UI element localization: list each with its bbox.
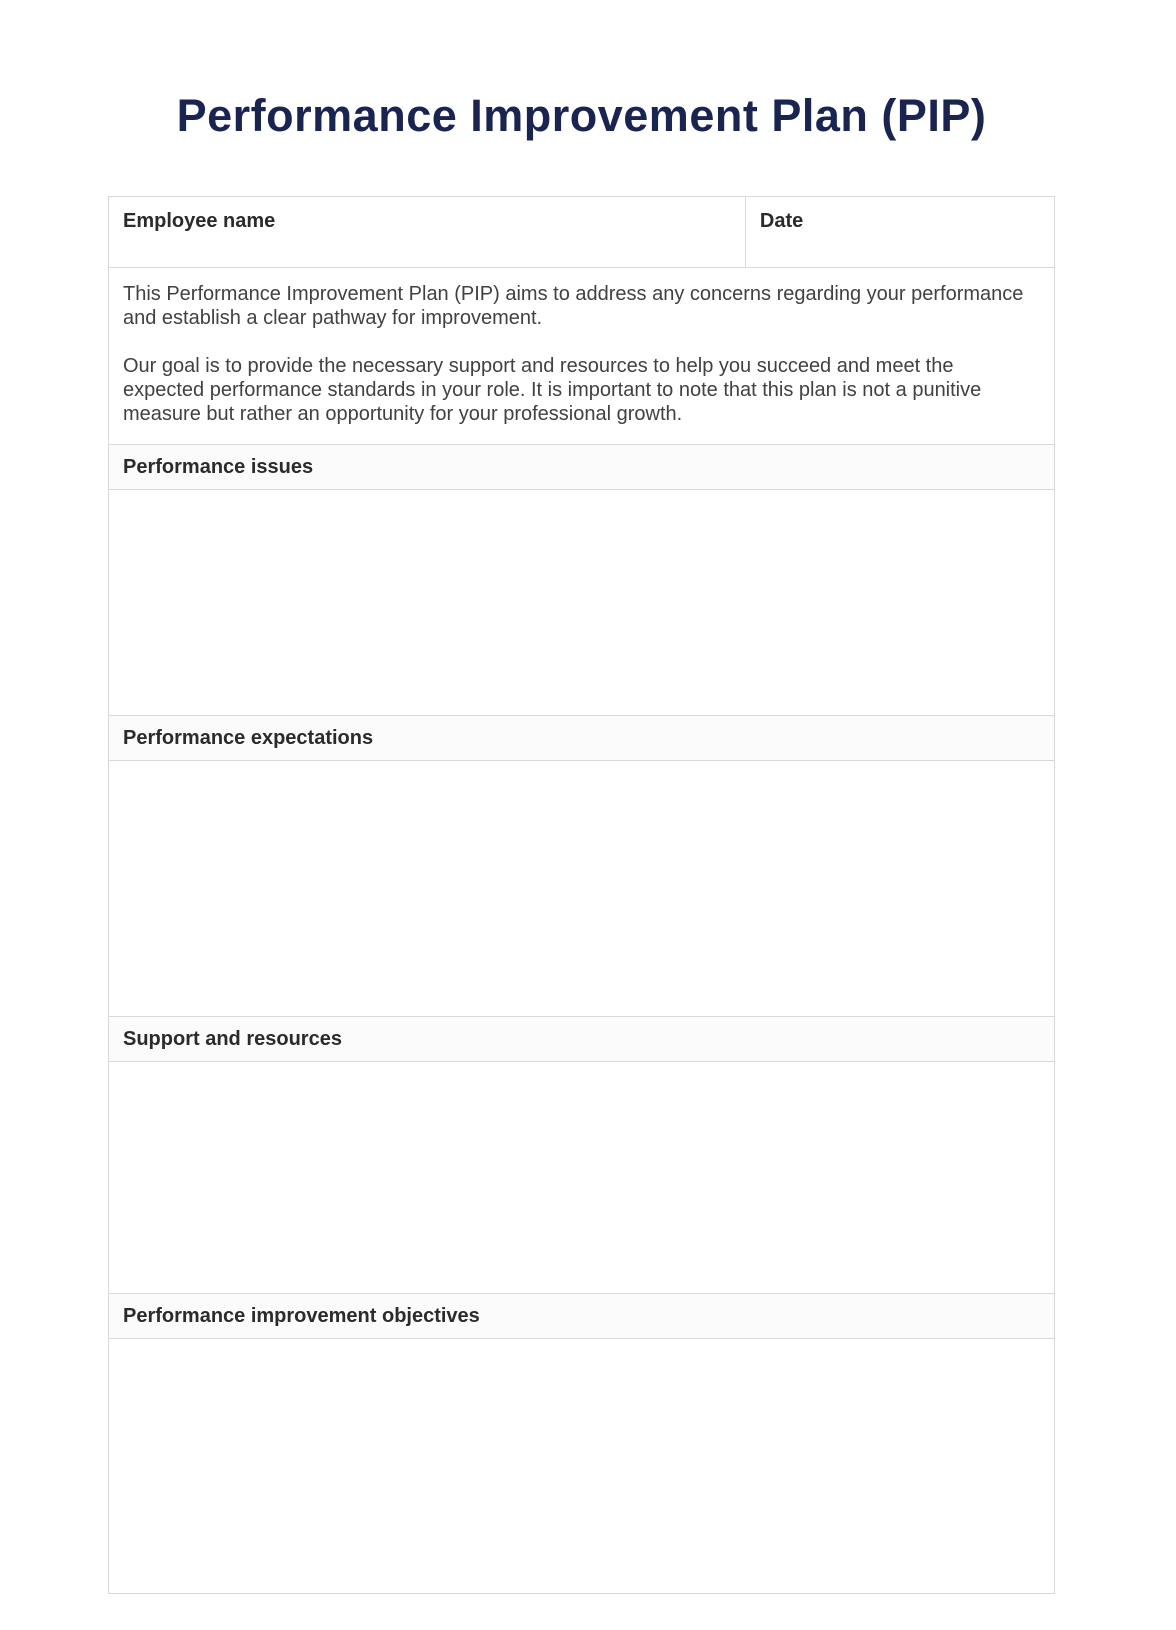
support-and-resources-input-area[interactable] bbox=[109, 1061, 1054, 1293]
section-header-performance-expectations bbox=[109, 715, 1054, 760]
intro-paragraph-2: Our goal is to provide the necessary support and resources to help you succeed and meet the expected performance standards in your role. It is important to note that this plan is not a punitive measure but rather an opportunity for your professional growth. bbox=[123, 355, 982, 425]
section-header-support-and-resources bbox=[109, 1016, 1054, 1061]
support-and-resources-label: Support and resources bbox=[123, 1027, 342, 1050]
employee-name-input[interactable] bbox=[123, 233, 731, 251]
date-cell[interactable] bbox=[746, 197, 1054, 267]
date-label: Date bbox=[759, 210, 804, 232]
name-date-row bbox=[109, 197, 1054, 267]
performance-improvement-objectives-input-area[interactable] bbox=[109, 1338, 1054, 1593]
pip-form-table bbox=[108, 196, 1055, 1594]
performance-issues-input-area[interactable] bbox=[109, 489, 1054, 715]
section-header-performance-issues bbox=[109, 444, 1054, 489]
performance-expectations-input-area[interactable] bbox=[109, 760, 1054, 1016]
intro-text-block bbox=[109, 267, 1054, 444]
performance-expectations-label: Performance expectations bbox=[123, 726, 374, 749]
performance-issues-label: Performance issues bbox=[123, 455, 314, 478]
employee-name-cell[interactable] bbox=[109, 197, 746, 267]
page-title: Performance Improvement Plan (PIP) bbox=[176, 90, 987, 141]
employee-name-label: Employee name bbox=[123, 210, 276, 232]
section-header-performance-improvement-objectives bbox=[109, 1293, 1054, 1338]
intro-paragraph-1: This Performance Improvement Plan (PIP) aims to address any concerns regarding your performance and establish a clear pathway for improvement. bbox=[123, 283, 1024, 329]
date-input[interactable] bbox=[760, 233, 1040, 251]
performance-improvement-objectives-label: Performance improvement objectives bbox=[123, 1304, 480, 1327]
